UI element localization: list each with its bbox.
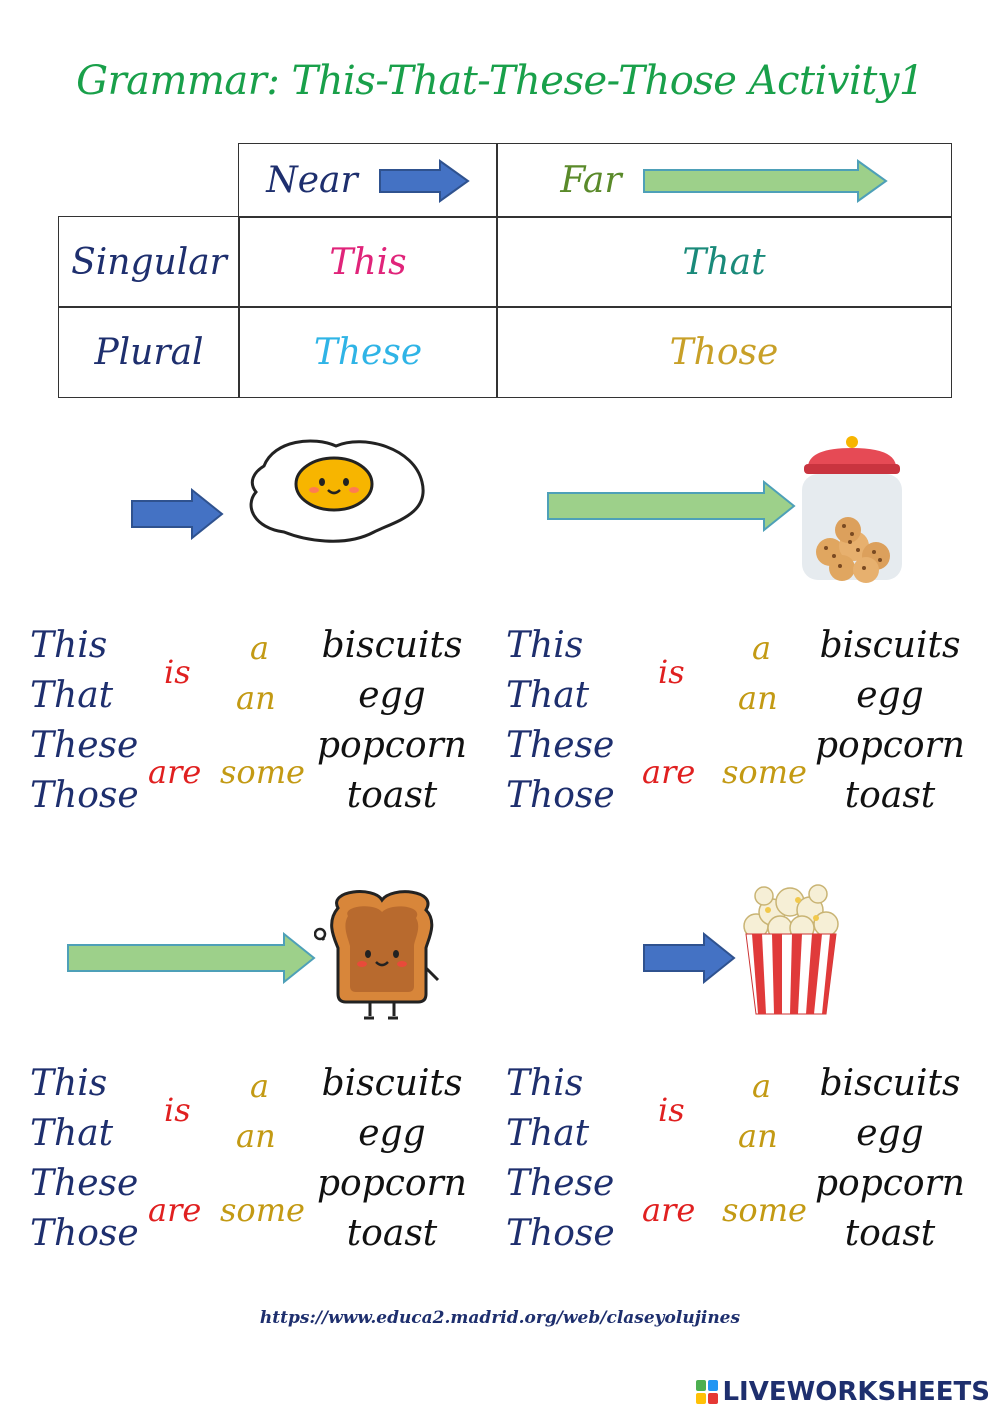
verb-option[interactable]: are xyxy=(148,1191,202,1229)
determiner-option[interactable]: That xyxy=(30,1113,114,1154)
determiner-option[interactable]: That xyxy=(506,1113,590,1154)
far-arrow-icon xyxy=(66,932,316,984)
near-header-cell xyxy=(238,143,498,218)
article-option[interactable]: some xyxy=(220,1191,305,1229)
far-arrow-icon xyxy=(642,159,888,203)
near-arrow-icon xyxy=(642,932,736,984)
verb-option[interactable]: are xyxy=(642,753,696,791)
this-cell xyxy=(238,216,498,308)
article-option[interactable]: some xyxy=(220,753,305,791)
noun-option[interactable]: biscuits xyxy=(321,1063,463,1104)
determiner-option[interactable]: Those xyxy=(30,1213,139,1254)
determiner-option[interactable]: These xyxy=(30,725,139,766)
noun-option[interactable]: popcorn xyxy=(815,1163,965,1204)
singular-label-cell xyxy=(58,216,240,308)
noun-option[interactable]: toast xyxy=(346,1213,438,1254)
article-option[interactable]: an xyxy=(738,1117,778,1155)
noun-option[interactable]: biscuits xyxy=(321,625,463,666)
noun-option[interactable]: toast xyxy=(844,775,936,816)
article-option[interactable]: an xyxy=(738,679,778,717)
determiner-option[interactable]: This xyxy=(30,1063,108,1104)
article-option[interactable]: an xyxy=(236,1117,276,1155)
determiner-option[interactable]: These xyxy=(506,725,615,766)
those-word: Those xyxy=(669,331,779,373)
those-cell xyxy=(496,306,952,398)
noun-option[interactable]: toast xyxy=(844,1213,936,1254)
article-option[interactable]: some xyxy=(722,1191,807,1229)
these-cell xyxy=(238,306,498,398)
noun-option[interactable]: egg xyxy=(358,1113,426,1154)
page-title: Grammar: This-That-These-Those Activity1 xyxy=(76,58,924,104)
far-label: Far xyxy=(560,160,622,201)
determiner-option[interactable]: These xyxy=(30,1163,139,1204)
cookie-jar-icon xyxy=(798,434,908,584)
verb-option[interactable]: is xyxy=(164,653,191,691)
determiner-option[interactable]: These xyxy=(506,1163,615,1204)
determiner-option[interactable]: Those xyxy=(30,775,139,816)
noun-option[interactable]: toast xyxy=(346,775,438,816)
brand-name: LIVEWORKSHEETS xyxy=(722,1377,990,1407)
singular-label: Singular xyxy=(71,241,227,283)
far-header-cell xyxy=(496,143,952,218)
noun-option[interactable]: egg xyxy=(358,675,426,716)
popcorn-icon xyxy=(738,882,844,1016)
verb-option[interactable]: is xyxy=(164,1091,191,1129)
noun-option[interactable]: biscuits xyxy=(819,1063,961,1104)
verb-option[interactable]: are xyxy=(642,1191,696,1229)
article-option[interactable]: a xyxy=(250,1067,270,1105)
liveworksheets-brand xyxy=(696,1377,990,1407)
near-arrow-icon xyxy=(130,488,224,540)
article-option[interactable]: some xyxy=(722,753,807,791)
verb-option[interactable]: are xyxy=(148,753,202,791)
noun-option[interactable]: egg xyxy=(856,1113,924,1154)
noun-option[interactable]: popcorn xyxy=(317,1163,467,1204)
article-option[interactable]: an xyxy=(236,679,276,717)
determiner-option[interactable]: This xyxy=(30,625,108,666)
near-label: Near xyxy=(266,160,358,201)
that-cell xyxy=(496,216,952,308)
noun-option[interactable]: popcorn xyxy=(317,725,467,766)
determiner-option[interactable]: This xyxy=(506,1063,584,1104)
far-arrow-icon xyxy=(546,480,796,532)
article-option[interactable]: a xyxy=(752,629,772,667)
fried-egg-icon xyxy=(244,436,428,548)
source-url[interactable]: https://www.educa2.madrid.org/web/claseyolujines xyxy=(259,1308,741,1328)
liveworksheets-logo-icon xyxy=(696,1380,718,1404)
that-word: That xyxy=(682,241,766,283)
plural-label-cell xyxy=(58,306,240,398)
noun-option[interactable]: biscuits xyxy=(819,625,961,666)
these-word: These xyxy=(313,331,423,373)
determiner-option[interactable]: Those xyxy=(506,775,615,816)
noun-option[interactable]: egg xyxy=(856,675,924,716)
near-arrow-icon xyxy=(378,159,470,203)
noun-option[interactable]: popcorn xyxy=(815,725,965,766)
verb-option[interactable]: is xyxy=(658,653,685,691)
determiner-option[interactable]: This xyxy=(506,625,584,666)
plural-label: Plural xyxy=(94,331,204,373)
verb-option[interactable]: is xyxy=(658,1091,685,1129)
determiner-option[interactable]: That xyxy=(30,675,114,716)
article-option[interactable]: a xyxy=(250,629,270,667)
determiner-option[interactable]: Those xyxy=(506,1213,615,1254)
this-word: This xyxy=(329,241,407,283)
determiner-option[interactable]: That xyxy=(506,675,590,716)
toast-icon xyxy=(314,888,450,1024)
article-option[interactable]: a xyxy=(752,1067,772,1105)
